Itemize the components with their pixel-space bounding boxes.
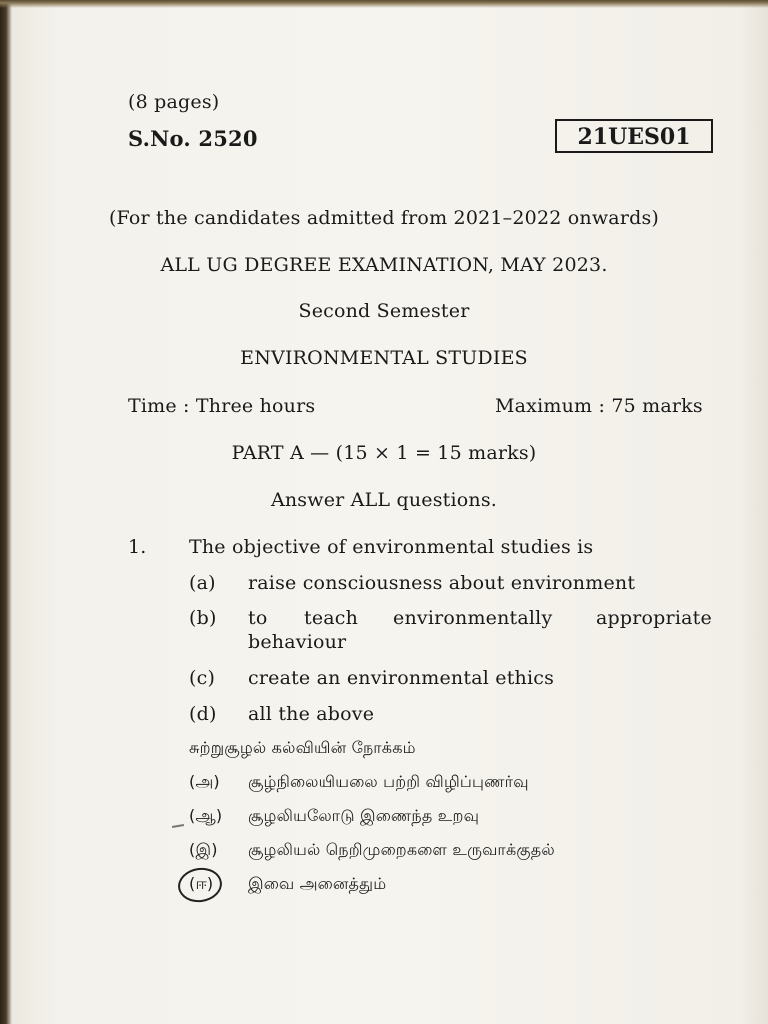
option-label-b: (b): [189, 607, 217, 629]
option-label-a: (a): [189, 572, 216, 594]
tamil-option-text-2: சூழலியலோடு இணைந்த உறவு: [248, 806, 480, 825]
tamil-option-label-4: (ஈ): [189, 874, 214, 893]
tamil-option-label-2: (ஆ): [189, 806, 223, 825]
tamil-option-label-3: (இ): [189, 840, 218, 859]
page-count: (8 pages): [128, 91, 220, 113]
tamil-question-text: சுற்றுசூழல் கல்வியின் நோக்கம்: [189, 738, 416, 757]
question-text: The objective of environmental studies is: [189, 536, 594, 558]
option-label-c: (c): [189, 667, 216, 689]
pen-circle-annotation: [176, 865, 224, 905]
serial-number: S.No. 2520: [128, 126, 258, 151]
option-text-b-word-4: appropriate: [596, 607, 712, 629]
candidates-note: (For the candidates admitted from 2021–2022 onwards): [108, 207, 660, 229]
pencil-mark: [172, 824, 184, 828]
part-a-instruction: Answer ALL questions.: [270, 489, 498, 511]
tamil-option-text-4: இவை அனைத்தும்: [248, 874, 387, 893]
course-code-box: 21UES01: [555, 119, 713, 153]
question-number: 1.: [128, 536, 147, 558]
tamil-option-text-1: சூழ்நிலையியலை பற்றி விழிப்புணர்வு: [248, 772, 529, 791]
option-text-b-line-2: behaviour: [248, 631, 347, 653]
exam-title: ALL UG DEGREE EXAMINATION, MAY 2023.: [160, 254, 608, 276]
option-text-d: all the above: [248, 703, 375, 725]
maximum-marks: Maximum : 75 marks: [495, 395, 703, 417]
semester: Second Semester: [298, 300, 470, 322]
tamil-option-text-3: சூழலியல் நெறிமுறைகளை உருவாக்குதல்: [248, 840, 555, 859]
option-text-b-word-2: teach: [304, 607, 359, 629]
option-text-b-word-3: environmentally: [393, 607, 553, 629]
subject-title: ENVIRONMENTAL STUDIES: [240, 347, 528, 369]
time-allowed: Time : Three hours: [128, 395, 316, 417]
option-text-a: raise consciousness about environment: [248, 572, 636, 594]
option-text-c: create an environmental ethics: [248, 667, 555, 689]
part-a-heading: PART A — (15 × 1 = 15 marks): [231, 442, 537, 464]
option-label-d: (d): [189, 703, 217, 725]
option-text-b-word-1: to: [248, 607, 268, 629]
tamil-option-label-1: (அ): [189, 772, 220, 791]
